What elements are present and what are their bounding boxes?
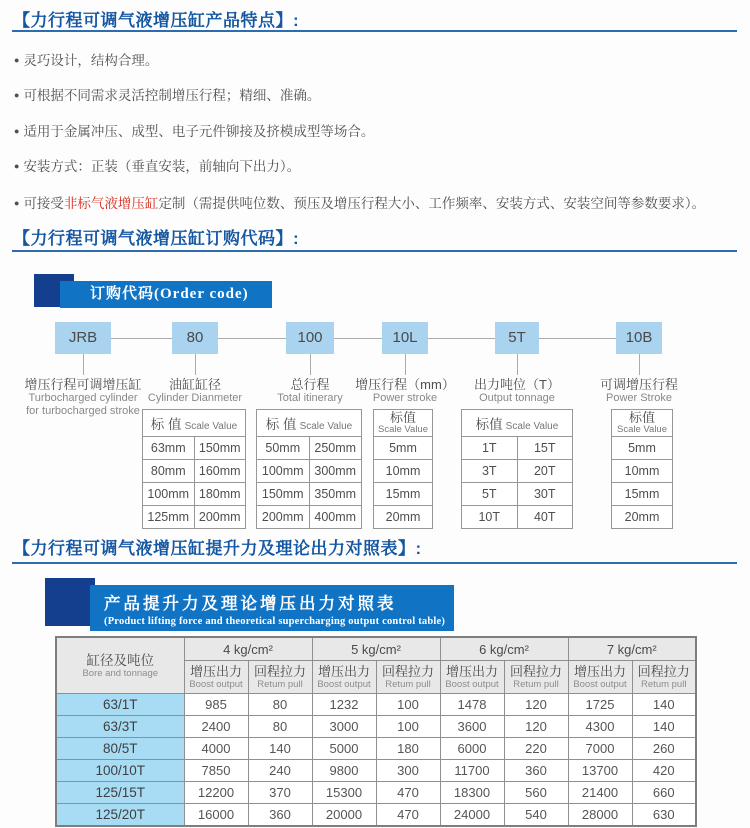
value-cell: 360 (504, 760, 568, 782)
feature-text-pre: 可接受 (23, 196, 64, 211)
scale-cell: 350mm (309, 483, 362, 506)
code-label-adjust (549, 377, 729, 405)
bullet-icon: ● (14, 55, 20, 65)
scale-cell: 5mm (612, 437, 673, 460)
scale-cell: 10mm (612, 460, 673, 483)
value-cell: 7000 (568, 738, 632, 760)
feature-text: 可根据不同需求灵活控制增压行程；精细、准确。 (23, 88, 321, 103)
code-label-en: Power Stroke (605, 392, 673, 404)
value-cell: 220 (504, 738, 568, 760)
value-cell: 140 (632, 694, 696, 716)
scale-header (612, 410, 673, 437)
value-cell: 16000 (184, 804, 248, 827)
code-box-model: JRB (55, 322, 111, 354)
scale-cell: 100mm (257, 460, 310, 483)
code-label-en: Cylinder Dianmeter (147, 392, 243, 404)
value-cell: 2400 (184, 716, 248, 738)
output-section-title: 【力行程可调气液增压缸提升力及理论出力对照表】: (13, 539, 422, 558)
value-cell: 470 (376, 804, 440, 827)
bullet-icon: ● (14, 198, 20, 208)
scale-cell: 5mm (374, 437, 433, 460)
value-cell: 24000 (440, 804, 504, 827)
value-cell: 5000 (312, 738, 376, 760)
feature-bullet (14, 155, 300, 175)
code-label-cn: 增压行程（mm） (355, 377, 455, 392)
pressure-header: 5 kg/cm² (312, 637, 440, 661)
model-cell: 125/15T (56, 782, 184, 804)
value-cell: 630 (632, 804, 696, 827)
scale-header-en: Scale Value (378, 424, 428, 435)
value-cell: 80 (248, 694, 312, 716)
value-cell: 420 (632, 760, 696, 782)
scale-header-cn: 标值 (475, 417, 503, 432)
value-cell: 6000 (440, 738, 504, 760)
pressure-header: 7 kg/cm² (568, 637, 696, 661)
pressure-header: 4 kg/cm² (184, 637, 312, 661)
output-comparison-table (55, 636, 697, 827)
feature-bullet-custom (14, 192, 705, 212)
value-cell: 985 (184, 694, 248, 716)
value-cell: 260 (632, 738, 696, 760)
model-cell: 63/3T (56, 716, 184, 738)
feature-text: 安装方式：正装（垂直安装，前轴向下出力）。 (23, 159, 301, 174)
scale-header (143, 410, 246, 437)
corner-header-en: Bore and tonnage (82, 667, 159, 679)
scale-header-en: Scale Value (617, 424, 667, 435)
output-banner-cn: 产品提升力及理论增压出力对照表 (104, 594, 397, 613)
scale-header-en: Scale Value (299, 421, 353, 432)
scale-cell: 100mm (143, 483, 195, 506)
value-cell: 120 (504, 694, 568, 716)
feature-text-highlight: 非标气液增压缸 (63, 196, 159, 211)
feature-text-post: 定制（需提供吨位数、预压及增压行程大小、工作频率、安装方式、安装空间等参数要求）。 (158, 196, 706, 211)
scale-header-cn: 标值 (389, 410, 416, 425)
code-box-adjust: 10B (616, 322, 662, 354)
output-banner-en: (Product lifting force and theoretical supercharging output control table) (104, 616, 446, 627)
value-cell: 21400 (568, 782, 632, 804)
scale-cell: 150mm (194, 437, 246, 460)
return-pull-header: 回程拉力 Retum pull (376, 661, 440, 694)
value-cell: 1725 (568, 694, 632, 716)
value-cell: 1478 (440, 694, 504, 716)
power-stroke-scale-table (373, 409, 433, 529)
value-cell: 100 (376, 694, 440, 716)
scale-cell: 250mm (309, 437, 362, 460)
value-cell: 13700 (568, 760, 632, 782)
corner-header-cn: 缸径及吨位 (86, 652, 154, 668)
value-cell: 4000 (184, 738, 248, 760)
value-cell: 3600 (440, 716, 504, 738)
features-divider (12, 30, 737, 32)
model-cell: 125/20T (56, 804, 184, 827)
code-stub-line (83, 354, 84, 375)
value-cell: 3000 (312, 716, 376, 738)
scale-cell: 180mm (194, 483, 246, 506)
model-cell: 80/5T (56, 738, 184, 760)
return-pull-header: 回程拉力 Retum pull (248, 661, 312, 694)
scale-cell: 1T (462, 437, 518, 460)
scale-cell: 5T (462, 483, 518, 506)
scale-cell: 15T (517, 437, 573, 460)
table-row (56, 782, 696, 804)
order-banner (60, 281, 272, 308)
corner-header (56, 637, 184, 694)
scale-header (374, 410, 433, 437)
table-row (56, 694, 696, 716)
model-cell: 100/10T (56, 760, 184, 782)
boost-output-header: 增压出力 Boost output (312, 661, 376, 694)
scale-cell: 80mm (143, 460, 195, 483)
bullet-icon: ● (14, 161, 20, 171)
scale-cell: 20mm (612, 506, 673, 529)
code-label-en: Power stroke (372, 392, 438, 404)
scale-header (257, 410, 362, 437)
tonnage-scale-table (461, 409, 573, 529)
value-cell: 360 (248, 804, 312, 827)
scale-cell: 3T (462, 460, 518, 483)
code-label-cn: 总行程 (290, 377, 330, 392)
value-cell: 140 (632, 716, 696, 738)
output-banner-square (45, 578, 95, 626)
table-row (56, 716, 696, 738)
scale-cell: 200mm (257, 506, 310, 529)
scale-cell: 63mm (143, 437, 195, 460)
features-section-title: 【力行程可调气液增压缸产品特点】: (13, 11, 300, 30)
code-label-en: Output tonnage (479, 392, 555, 404)
scale-cell: 400mm (309, 506, 362, 529)
value-cell: 15300 (312, 782, 376, 804)
scale-header (462, 410, 573, 437)
value-cell: 1232 (312, 694, 376, 716)
scale-cell: 10T (462, 506, 518, 529)
order-divider (12, 250, 737, 252)
feature-text: 灵巧设计，结构合理。 (23, 53, 159, 68)
value-cell: 7850 (184, 760, 248, 782)
boost-output-header: 增压出力 Boost output (568, 661, 632, 694)
feature-bullet (14, 120, 374, 140)
scale-cell: 150mm (257, 483, 310, 506)
scale-header-en: Scale Value (505, 421, 559, 432)
scale-cell: 40T (517, 506, 573, 529)
value-cell: 560 (504, 782, 568, 804)
value-cell: 100 (376, 716, 440, 738)
boost-output-header: 增压出力 Boost output (440, 661, 504, 694)
table-row (56, 760, 696, 782)
model-cell: 63/1T (56, 694, 184, 716)
bullet-icon: ● (14, 90, 20, 100)
value-cell: 180 (376, 738, 440, 760)
scale-header-cn: 标 值 (265, 417, 297, 432)
scale-cell: 15mm (374, 483, 433, 506)
code-label-cn: 出力吨位（T） (474, 377, 560, 392)
code-box-power: 10L (382, 322, 428, 354)
scale-cell: 20mm (374, 506, 433, 529)
diameter-scale-table (142, 409, 246, 529)
value-cell: 18300 (440, 782, 504, 804)
code-stub-line (517, 354, 518, 375)
output-banner (90, 585, 454, 631)
value-cell: 9800 (312, 760, 376, 782)
scale-cell: 50mm (257, 437, 310, 460)
itinerary-scale-table (256, 409, 362, 529)
value-cell: 370 (248, 782, 312, 804)
output-divider (12, 562, 737, 564)
value-cell: 300 (376, 760, 440, 782)
value-cell: 12200 (184, 782, 248, 804)
value-cell: 28000 (568, 804, 632, 827)
scale-cell: 300mm (309, 460, 362, 483)
code-stub-line (405, 354, 406, 375)
scale-cell: 15mm (612, 483, 673, 506)
code-label-en: Total itinerary (277, 392, 343, 404)
value-cell: 120 (504, 716, 568, 738)
scale-cell: 160mm (194, 460, 246, 483)
adjustable-stroke-scale-table (611, 409, 673, 529)
value-cell: 540 (504, 804, 568, 827)
code-stub-line (195, 354, 196, 375)
return-pull-header: 回程拉力 Retum pull (632, 661, 696, 694)
scale-cell: 30T (517, 483, 573, 506)
code-box-tonnage: 5T (495, 322, 539, 354)
scale-cell: 20T (517, 460, 573, 483)
table-row (56, 738, 696, 760)
order-section-title: 【力行程可调气液增压缸订购代码】: (13, 229, 300, 248)
value-cell: 20000 (312, 804, 376, 827)
feature-text: 适用于金属冲压、成型、电子元件铆接及挤模成型等场合。 (23, 124, 375, 139)
table-row (56, 804, 696, 827)
feature-bullet (14, 84, 320, 104)
value-cell: 240 (248, 760, 312, 782)
code-label-en: Turbocharged cylinder (28, 392, 138, 404)
order-banner-label: 订购代码(Order code) (90, 286, 249, 302)
code-label-en: for turbocharged stroke (26, 404, 140, 417)
pressure-header: 6 kg/cm² (440, 637, 568, 661)
value-cell: 4300 (568, 716, 632, 738)
code-connector-line (83, 338, 639, 339)
value-cell: 470 (376, 782, 440, 804)
code-label-cn: 增压行程可调增压缸 (24, 377, 142, 392)
feature-bullet (14, 49, 158, 69)
scale-header-cn: 标值 (628, 410, 655, 425)
bullet-icon: ● (14, 126, 20, 136)
scale-cell: 200mm (194, 506, 246, 529)
value-cell: 80 (248, 716, 312, 738)
return-pull-header: 回程拉力 Retum pull (504, 661, 568, 694)
scale-cell: 125mm (143, 506, 195, 529)
code-label-cn: 可调增压行程 (599, 377, 678, 392)
value-cell: 11700 (440, 760, 504, 782)
scale-header-cn: 标 值 (150, 417, 182, 432)
value-cell: 140 (248, 738, 312, 760)
scale-cell: 10mm (374, 460, 433, 483)
code-box-diameter: 80 (172, 322, 218, 354)
code-stub-line (310, 354, 311, 375)
boost-output-header: 增压出力 Boost output (184, 661, 248, 694)
scale-header-en: Scale Value (184, 421, 238, 432)
code-box-stroke: 100 (286, 322, 334, 354)
value-cell: 660 (632, 782, 696, 804)
code-label-cn: 油缸缸径 (168, 377, 221, 392)
code-stub-line (639, 354, 640, 375)
